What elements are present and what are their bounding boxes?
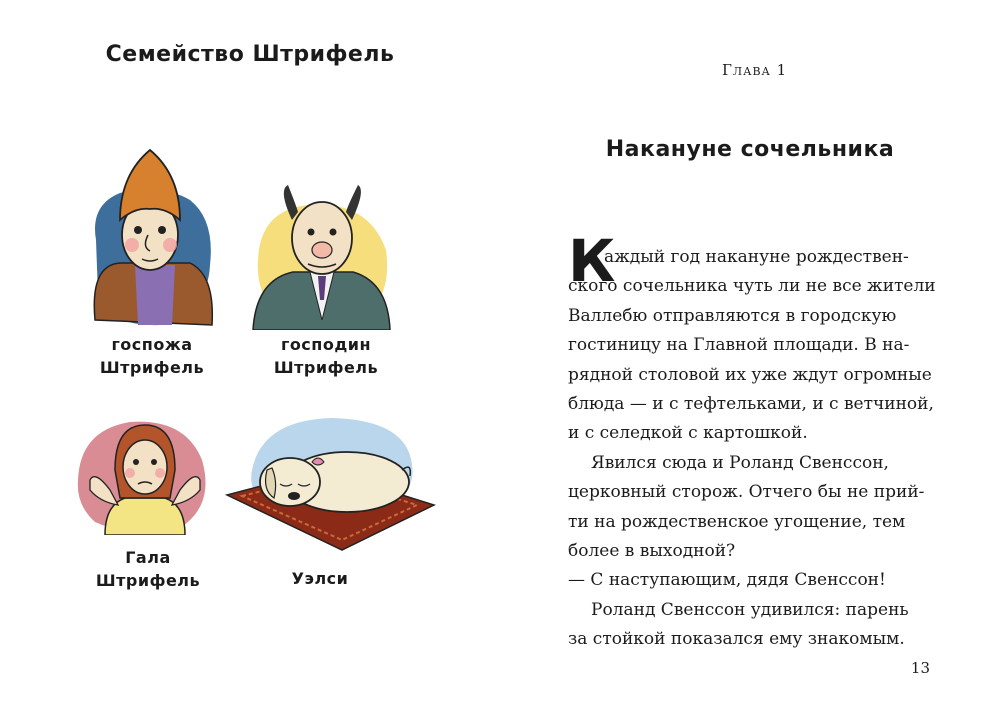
text-line: Явился сюда и Роланд Свенссон, (591, 452, 889, 473)
text-line: блюда — и с тефтельками, и с ветчиной, (568, 393, 934, 414)
caption-line: Гала (125, 548, 171, 567)
text-line: рядной столовой их уже ждут огромные (568, 364, 932, 385)
caption-line: Штрифель (95, 571, 201, 590)
caption-line: госпожа (111, 335, 193, 354)
caption-welsie (240, 567, 400, 590)
text-line: Роланд Свенссон удивился: парень (591, 599, 909, 620)
body-text (568, 227, 950, 654)
portrait-mr-strifel (248, 180, 396, 330)
text-line: и с селедкой с картошкой. (568, 423, 808, 444)
portrait-mrs-strifel (80, 145, 220, 330)
caption-mrs-strifel (72, 333, 232, 379)
text-line: гостиницу на Главной площади. В на- (568, 335, 910, 356)
text-line: за стойкой показался ему знакомым. (568, 629, 905, 650)
text-line: аждый год накануне рождествен- (604, 247, 909, 267)
text-line: Валлебю отправляются в городскую (568, 305, 897, 326)
caption-line: Штрифель (99, 358, 205, 377)
page-number: 13 (910, 659, 930, 677)
text-line: более в выходной? (568, 540, 736, 561)
family-title: Семейство Штрифель (105, 42, 395, 67)
text-line: — С наступающим, дядя Свенссон! (568, 570, 886, 591)
text-line: ского сочельника чуть ли не все жители (568, 276, 936, 297)
portrait-gala-strifel (70, 410, 220, 535)
drop-cap: К (568, 227, 616, 295)
text-line: церковный сторож. Отчего бы не прий- (568, 482, 925, 503)
caption-line: Уэлси (291, 569, 349, 588)
caption-line: Штрифель (273, 358, 379, 377)
caption-gala-strifel (68, 546, 228, 592)
caption-line: господин (280, 335, 372, 354)
chapter-title: Накануне сочельника (605, 137, 895, 162)
caption-mr-strifel (246, 333, 406, 379)
text-line: ти на рождественское угощение, тем (568, 511, 906, 532)
chapter-label: Глава 1 (722, 61, 788, 79)
right-page (500, 0, 1000, 724)
portrait-welsie (222, 410, 437, 558)
